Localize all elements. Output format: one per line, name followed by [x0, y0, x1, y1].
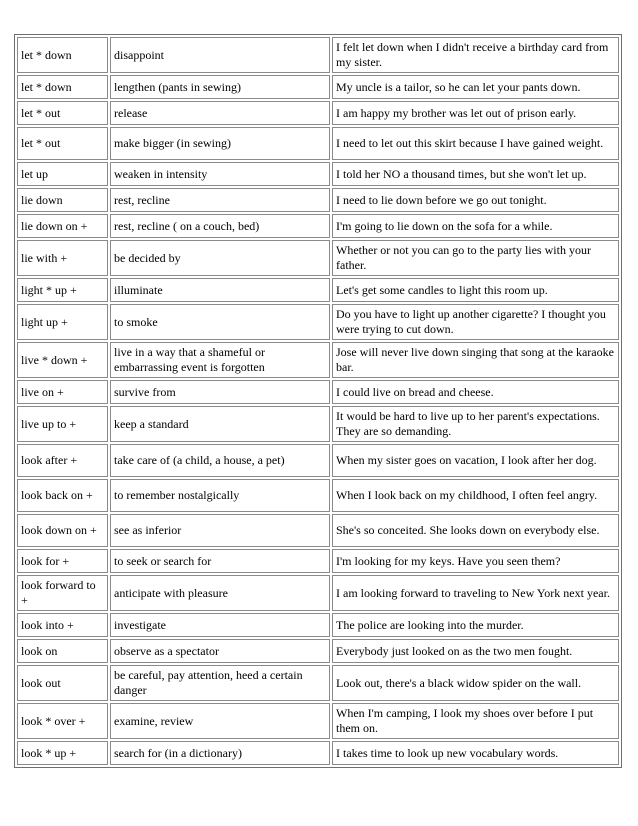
meaning-cell: to smoke	[110, 304, 330, 340]
meaning-cell: see as inferior	[110, 514, 330, 547]
example-cell: I told her NO a thousand times, but she won't let up.	[332, 162, 619, 186]
meaning-cell: search for (in a dictionary)	[110, 741, 330, 765]
meaning-cell: make bigger (in sewing)	[110, 127, 330, 160]
table-row	[17, 514, 619, 547]
phrasal-verb-cell: let * out	[17, 127, 108, 160]
meaning-cell: keep a standard	[110, 406, 330, 442]
table-row	[17, 188, 619, 212]
example-cell: I need to let out this skirt because I have gained weight.	[332, 127, 619, 160]
table-row	[17, 37, 619, 73]
example-cell: I takes time to look up new vocabulary words.	[332, 741, 619, 765]
table-row	[17, 575, 619, 611]
example-cell: I am looking forward to traveling to New York next year.	[332, 575, 619, 611]
phrasal-verb-cell: let * down	[17, 75, 108, 99]
phrasal-verb-cell: let up	[17, 162, 108, 186]
table-row	[17, 342, 619, 378]
example-cell: My uncle is a tailor, so he can let your pants down.	[332, 75, 619, 99]
example-cell: She's so conceited. She looks down on everybody else.	[332, 514, 619, 547]
phrasal-verb-cell: look after +	[17, 444, 108, 477]
meaning-cell: to remember nostalgically	[110, 479, 330, 512]
example-cell: Look out, there's a black widow spider on the wall.	[332, 665, 619, 701]
meaning-cell: survive from	[110, 380, 330, 404]
meaning-cell: disappoint	[110, 37, 330, 73]
example-cell: I am happy my brother was let out of prison early.	[332, 101, 619, 125]
meaning-cell: take care of (a child, a house, a pet)	[110, 444, 330, 477]
phrasal-verb-cell: live up to +	[17, 406, 108, 442]
phrasal-verb-cell: look into +	[17, 613, 108, 637]
example-cell: Whether or not you can go to the party lies with your father.	[332, 240, 619, 276]
table-row	[17, 75, 619, 99]
phrasal-verb-cell: look back on +	[17, 479, 108, 512]
meaning-cell: observe as a spectator	[110, 639, 330, 663]
meaning-cell: be decided by	[110, 240, 330, 276]
example-cell: I could live on bread and cheese.	[332, 380, 619, 404]
example-cell: When my sister goes on vacation, I look after her dog.	[332, 444, 619, 477]
document-page	[14, 34, 622, 768]
meaning-cell: anticipate with pleasure	[110, 575, 330, 611]
phrasal-verb-cell: lie down	[17, 188, 108, 212]
table-row	[17, 406, 619, 442]
table-row	[17, 479, 619, 512]
table-row	[17, 665, 619, 701]
meaning-cell: release	[110, 101, 330, 125]
meaning-cell: be careful, pay attention, heed a certain danger	[110, 665, 330, 701]
example-cell: I'm looking for my keys. Have you seen them?	[332, 549, 619, 573]
phrasal-verb-cell: look * over +	[17, 703, 108, 739]
meaning-cell: to seek or search for	[110, 549, 330, 573]
phrasal-verb-cell: look down on +	[17, 514, 108, 547]
phrasal-verb-cell: lie with +	[17, 240, 108, 276]
table-row	[17, 101, 619, 125]
table-row	[17, 162, 619, 186]
phrasal-verb-cell: light * up +	[17, 278, 108, 302]
table-row	[17, 703, 619, 739]
example-cell: It would be hard to live up to her parent's expectations. They are so demanding.	[332, 406, 619, 442]
table-row	[17, 444, 619, 477]
meaning-cell: examine, review	[110, 703, 330, 739]
table-row	[17, 613, 619, 637]
table-row	[17, 304, 619, 340]
meaning-cell: weaken in intensity	[110, 162, 330, 186]
phrasal-verb-cell: look forward to +	[17, 575, 108, 611]
phrasal-verb-table	[14, 34, 622, 768]
meaning-cell: live in a way that a shameful or embarrassing event is forgotten	[110, 342, 330, 378]
meaning-cell: illuminate	[110, 278, 330, 302]
phrasal-verb-cell: live on +	[17, 380, 108, 404]
example-cell: Everybody just looked on as the two men fought.	[332, 639, 619, 663]
example-cell: The police are looking into the murder.	[332, 613, 619, 637]
example-cell: Let's get some candles to light this room up.	[332, 278, 619, 302]
example-cell: I felt let down when I didn't receive a birthday card from my sister.	[332, 37, 619, 73]
phrasal-verb-cell: let * down	[17, 37, 108, 73]
table-row	[17, 549, 619, 573]
table-row	[17, 240, 619, 276]
meaning-cell: rest, recline ( on a couch, bed)	[110, 214, 330, 238]
table-row	[17, 639, 619, 663]
phrasal-verb-cell: lie down on +	[17, 214, 108, 238]
example-cell: When I look back on my childhood, I often feel angry.	[332, 479, 619, 512]
phrasal-verb-cell: look * up +	[17, 741, 108, 765]
phrasal-verb-cell: look out	[17, 665, 108, 701]
example-cell: I'm going to lie down on the sofa for a while.	[332, 214, 619, 238]
phrasal-verb-cell: let * out	[17, 101, 108, 125]
table-row	[17, 380, 619, 404]
table-row	[17, 127, 619, 160]
phrasal-verb-table-body	[17, 37, 619, 765]
example-cell: Do you have to light up another cigarette? I thought you were trying to cut down.	[332, 304, 619, 340]
phrasal-verb-cell: look on	[17, 639, 108, 663]
table-row	[17, 214, 619, 238]
table-row	[17, 278, 619, 302]
meaning-cell: lengthen (pants in sewing)	[110, 75, 330, 99]
phrasal-verb-cell: light up +	[17, 304, 108, 340]
example-cell: Jose will never live down singing that song at the karaoke bar.	[332, 342, 619, 378]
table-row	[17, 741, 619, 765]
example-cell: I need to lie down before we go out tonight.	[332, 188, 619, 212]
meaning-cell: investigate	[110, 613, 330, 637]
phrasal-verb-cell: live * down +	[17, 342, 108, 378]
meaning-cell: rest, recline	[110, 188, 330, 212]
phrasal-verb-cell: look for +	[17, 549, 108, 573]
example-cell: When I'm camping, I look my shoes over before I put them on.	[332, 703, 619, 739]
